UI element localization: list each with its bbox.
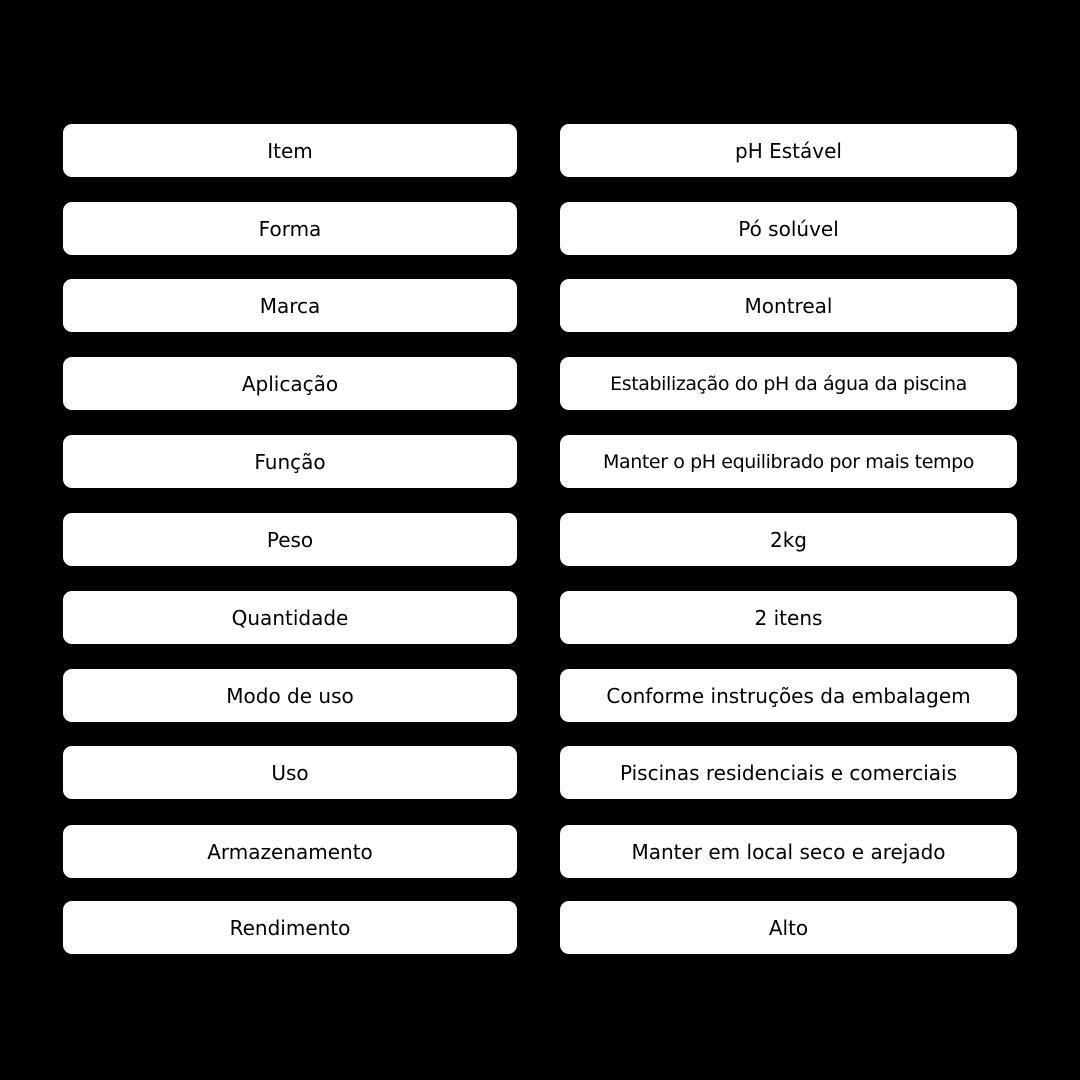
spec-row-aplicacao [0,357,1080,410]
spec-value: Alto [560,901,1017,954]
spec-row-forma [0,202,1080,255]
spec-label: Marca [63,279,517,332]
spec-label: Rendimento [63,901,517,954]
spec-row-modo-de-uso [0,669,1080,722]
spec-value: Montreal [560,279,1017,332]
spec-label: Peso [63,513,517,566]
spec-label: Forma [63,202,517,255]
spec-label: Função [63,435,517,488]
spec-label: Aplicação [63,357,517,410]
spec-row-funcao [0,435,1080,488]
spec-row-armazenamento [0,825,1080,878]
spec-label: Item [63,124,517,177]
spec-row-peso [0,513,1080,566]
spec-value: Manter o pH equilibrado por mais tempo [560,435,1017,488]
spec-value: Estabilização do pH da água da piscina [560,357,1017,410]
spec-value: Piscinas residenciais e comerciais [560,746,1017,799]
spec-value: 2kg [560,513,1017,566]
spec-row-rendimento [0,901,1080,954]
spec-label: Uso [63,746,517,799]
spec-value: Manter em local seco e arejado [560,825,1017,878]
spec-label: Armazenamento [63,825,517,878]
spec-row-uso [0,746,1080,799]
spec-row-quantidade [0,591,1080,644]
spec-label: Modo de uso [63,669,517,722]
spec-label: Quantidade [63,591,517,644]
spec-value: Conforme instruções da embalagem [560,669,1017,722]
spec-value: Pó solúvel [560,202,1017,255]
spec-value: 2 itens [560,591,1017,644]
spec-row-marca [0,279,1080,332]
spec-value: pH Estável [560,124,1017,177]
spec-row-item [0,124,1080,177]
